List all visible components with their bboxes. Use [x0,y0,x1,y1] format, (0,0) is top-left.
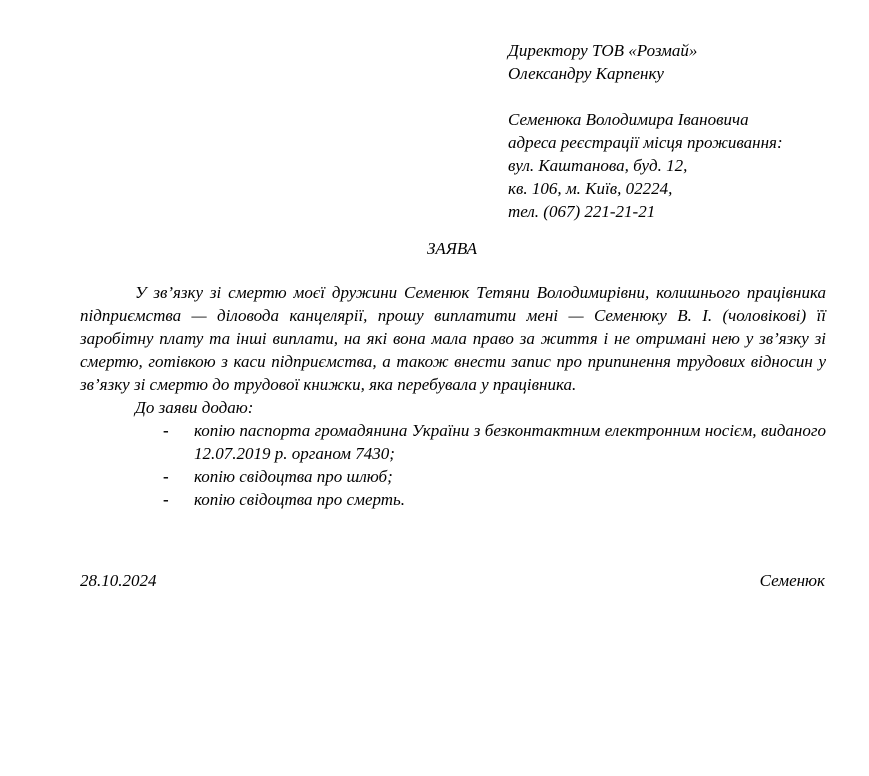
applicant-street: вул. Каштанова, буд. 12, [508,156,688,175]
document-title: ЗАЯВА [426,239,478,258]
bullet-dash: - [163,421,169,440]
bullet-dash: - [163,490,169,509]
applicant-address-label: адреса реєстрації місця проживання: [508,133,783,152]
recipient-name: Олександру Карпенку [508,64,664,83]
applicant-city: кв. 106, м. Київ, 02224, [508,179,673,198]
applicant-phone: тел. (067) 221-21-21 [508,202,656,221]
signature: Семенюк [759,571,825,590]
attachments-list [80,419,826,511]
document-body [80,281,826,511]
attachment-text: копію свідоцтва про шлюб; [194,467,393,486]
attachment-item [80,488,826,511]
recipient-spacer [508,85,783,108]
request-paragraph: У зв’язку зі смертю моєї дружини Семенюк Тетяни Володимирівни, колишнього працівника підприємства — діловода канцелярії, прошу виплатити мені — Семенюку В. І. (чоловікові) її заробітну плату та інші виплати, на які вона мала право за життя і не отримані нею у зв’язку зі смертю, готівкою з каси підприємства, а також внести запис про припинення трудових відносин у зв’язку зі смертю до трудової книжки, яка перебувала у працівника. [80,283,826,394]
applicant-name: Семенюка Володимира Івановича [508,110,749,129]
document-date: 28.10.2024 [80,571,157,590]
attachment-text: копію свідоцтва про смерть. [194,490,406,509]
attachment-item [80,419,826,465]
attachment-text: копію паспорта громадянина України з безконтактним електронним носієм, виданого 12.07.2019 р. органом 7430; [194,421,826,463]
attachments-heading: До заяви додаю: [135,398,254,417]
bullet-dash: - [163,467,169,486]
recipient-block [508,39,783,223]
recipient-position: Директору ТОВ «Розмай» [508,41,698,60]
attachment-item [80,465,826,488]
